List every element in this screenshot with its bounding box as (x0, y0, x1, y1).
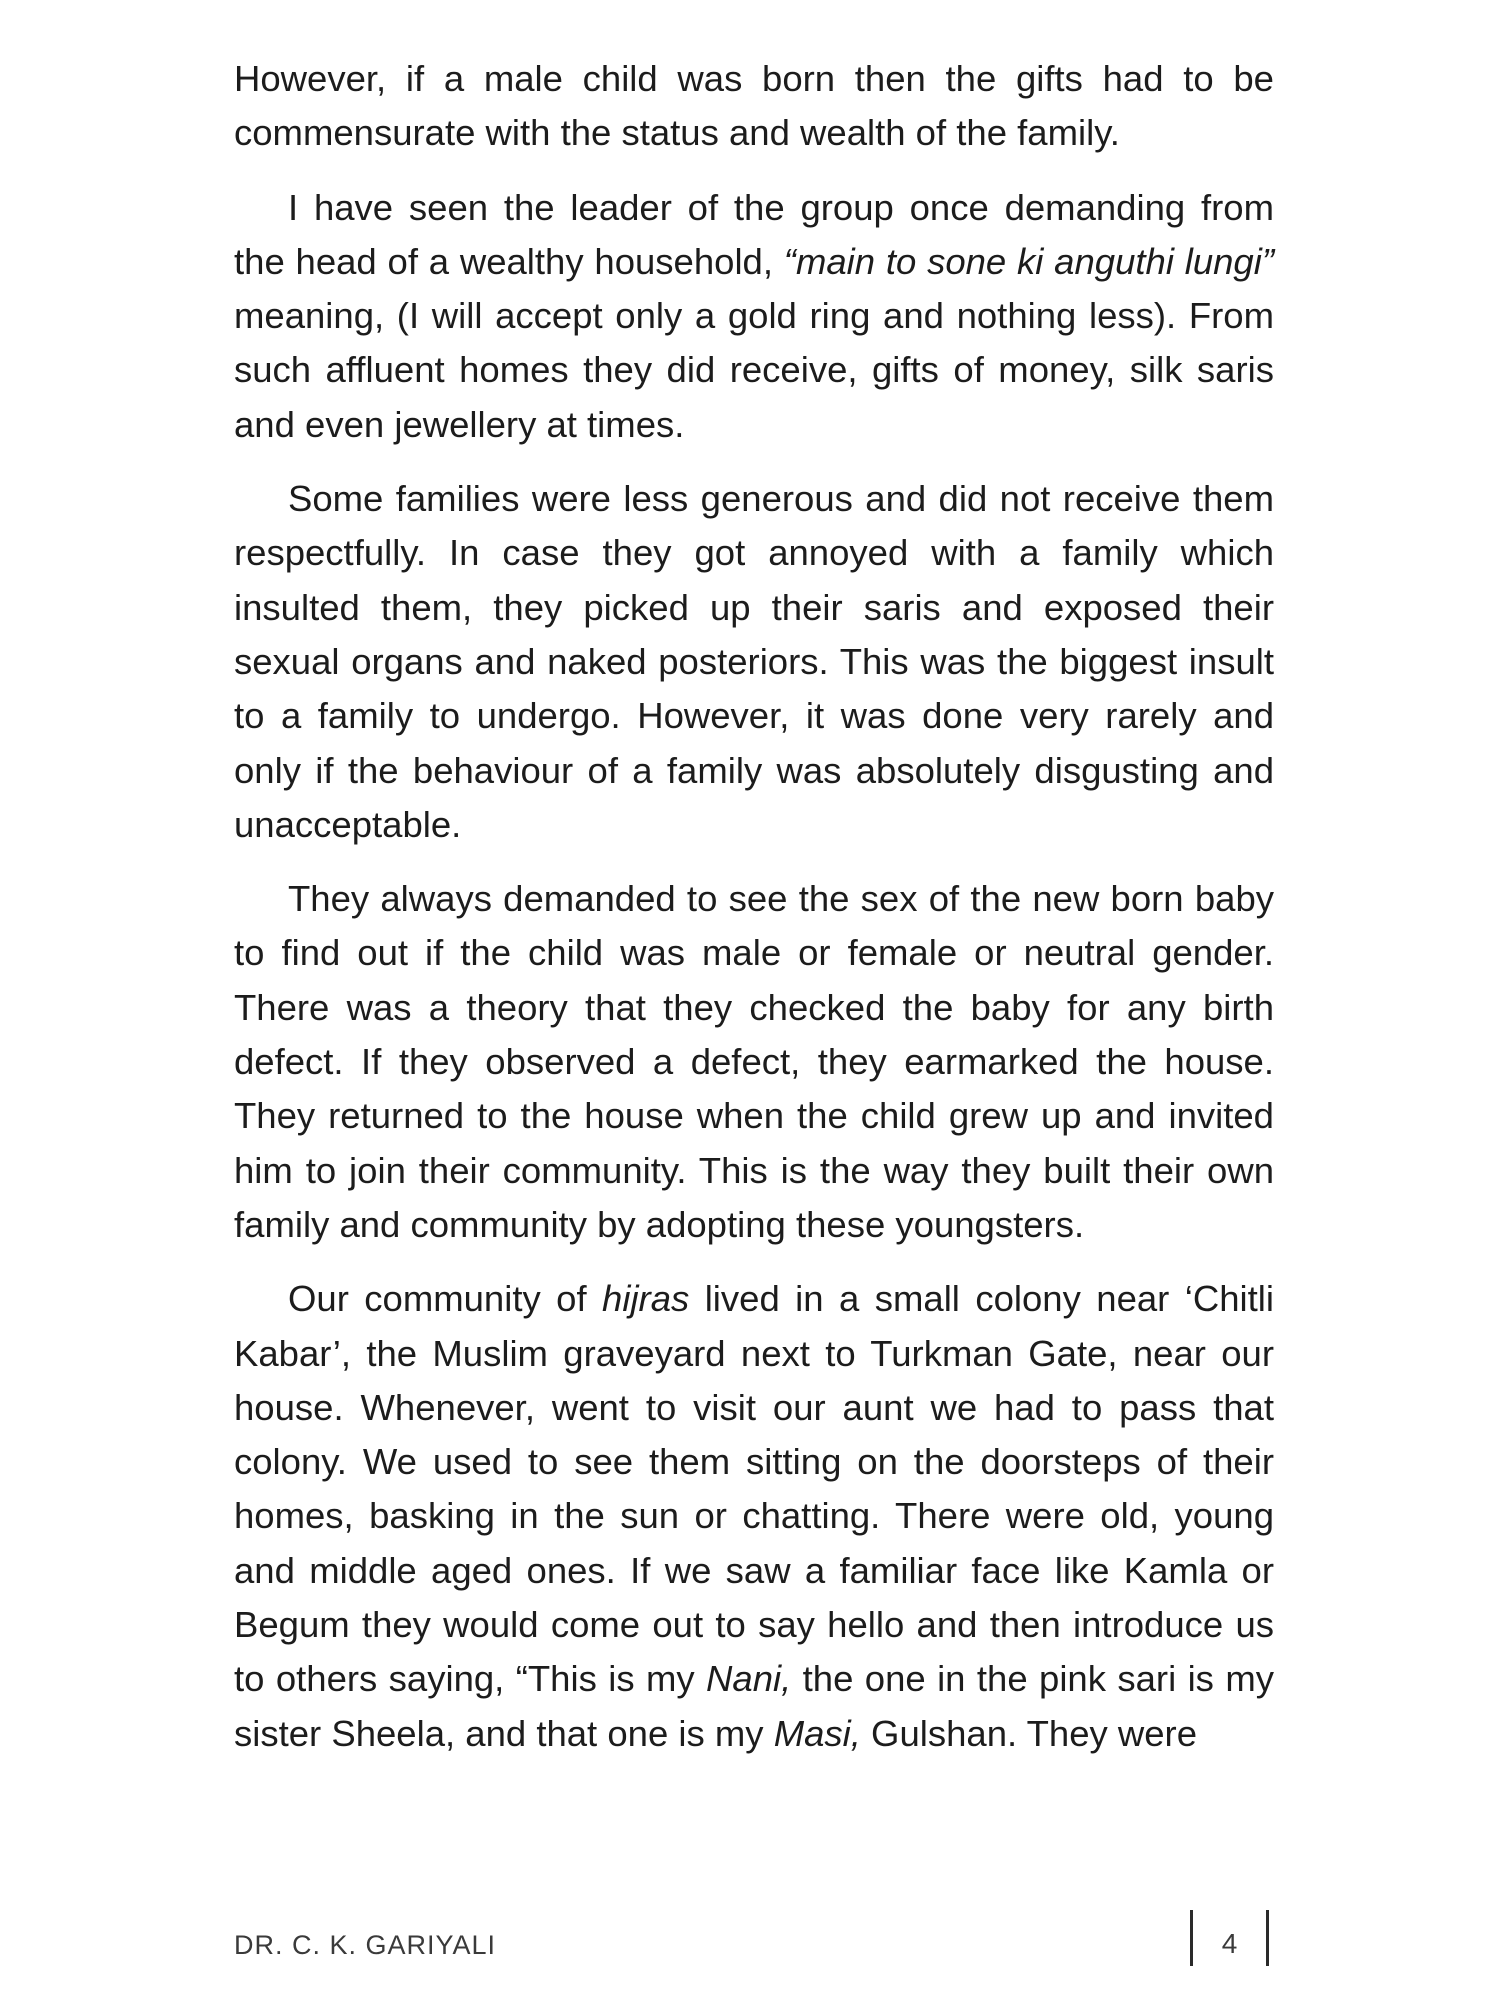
paragraph-3 (234, 472, 1274, 852)
italic-term: hijras (602, 1278, 690, 1320)
hindi-quote: “main to sone ki anguthi lungi” (783, 240, 1274, 282)
paragraph-text: I have seen the leader of the group once demanding from the head of a wealthy household, (234, 186, 1274, 282)
paragraph-5 (234, 1272, 1274, 1761)
page-number: 4 (1221, 1928, 1238, 1959)
paragraph-1 (234, 52, 1274, 161)
paragraph-text: the one in the pink sari is my sister Sheela, and that one is my (234, 1658, 1274, 1754)
italic-term: Masi, (773, 1712, 861, 1754)
paragraph-text: Gulshan. They were (860, 1712, 1198, 1754)
paragraph-text: Our community of (288, 1278, 603, 1320)
paragraph-text: They always demanded to see the sex of the new born baby to find out if the child was male or female or neutral gender. There was a theory that they checked the baby for any birth defect. If they observed a defect, they earmarked the house. They returned to the house when the child grew up and invited him to join their community. This is the way they built their own family and community by adopting these youngsters. (234, 878, 1274, 1245)
paragraph-text: meaning, (I will accept only a gold ring and nothing less). From such affluent homes they did receive, gifts of money, silk saris and even jewellery at times. (234, 295, 1274, 445)
paragraph-text: Some families were less generous and did not receive them respectfully. In case they got annoyed with a family which insulted them, they picked up their saris and exposed their sexual organs and naked posteriors. This was the biggest insult to a family to undergo. However, it was done very rarely and only if the behaviour of a family was absolutely disgusting and unacceptable. (234, 478, 1274, 845)
paragraph-text: lived in a small colony near ‘Chitli Kabar’, the Muslim graveyard next to Turkman Gate, near our house. Whenever, went to visit our aunt we had to pass that colony. We used to see them sitting on the doorsteps of their homes, basking in the sun or chatting. There were old, young and middle aged ones. If we saw a familiar face like Kamla or Begum they would come out to say hello and then introduce us to others saying, “This is my (234, 1278, 1274, 1700)
page-body (234, 52, 1274, 1781)
footer-divider-right (1266, 1910, 1269, 1966)
paragraph-text: However, if a male child was born then the gifts had to be commensurate with the status and wealth of the family. (234, 58, 1274, 154)
footer-author: DR. C. K. GARIYALI (234, 1930, 497, 1960)
italic-term: Nani, (706, 1658, 792, 1700)
paragraph-4 (234, 872, 1274, 1252)
paragraph-2 (234, 181, 1274, 452)
